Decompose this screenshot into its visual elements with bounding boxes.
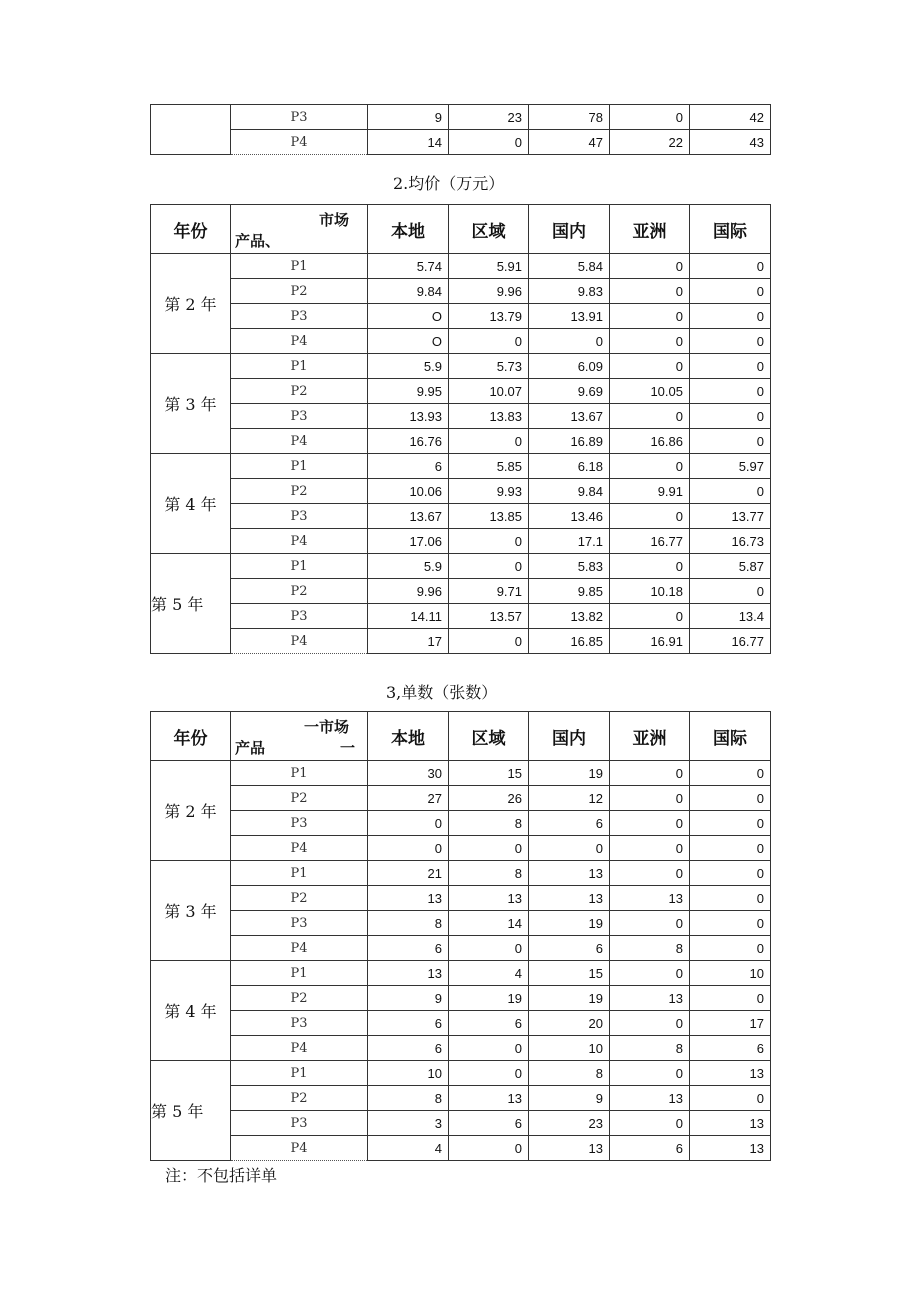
corner-header (231, 712, 368, 761)
value-cell: 0 (690, 329, 771, 354)
value-cell: 5.73 (449, 354, 529, 379)
value-cell: 5.97 (690, 454, 771, 479)
value-cell: 19 (529, 911, 610, 936)
value-cell: 20 (529, 1011, 610, 1036)
value-cell: 13 (368, 961, 449, 986)
value-cell: 43 (690, 130, 771, 155)
product-cell: P4 (231, 629, 368, 654)
value-cell: 13 (368, 886, 449, 911)
value-cell: 5.84 (529, 254, 610, 279)
value-cell: 9.71 (449, 579, 529, 604)
value-cell: 3 (368, 1111, 449, 1136)
value-cell: 8 (610, 936, 690, 961)
value-cell: 0 (610, 254, 690, 279)
value-cell: 0 (449, 529, 529, 554)
value-cell: 0 (610, 404, 690, 429)
value-cell: 23 (449, 105, 529, 130)
value-cell: 30 (368, 761, 449, 786)
value-cell: 21 (368, 861, 449, 886)
product-cell: P4 (231, 130, 368, 155)
value-cell: 15 (529, 961, 610, 986)
value-cell: 17.06 (368, 529, 449, 554)
product-cell: P2 (231, 1086, 368, 1111)
value-cell: 14 (449, 911, 529, 936)
value-cell: 5.83 (529, 554, 610, 579)
value-cell: 19 (529, 761, 610, 786)
value-cell: 26 (449, 786, 529, 811)
table-row (151, 529, 771, 554)
value-cell: 5.85 (449, 454, 529, 479)
table-row (151, 554, 771, 579)
product-cell: P1 (231, 454, 368, 479)
year-column-header: 年份 (151, 712, 231, 761)
value-cell: 6 (368, 1011, 449, 1036)
value-cell: 5.9 (368, 354, 449, 379)
value-cell: 13.77 (690, 504, 771, 529)
value-cell: 0 (449, 1036, 529, 1061)
value-cell: 10.18 (610, 579, 690, 604)
table-row (151, 786, 771, 811)
value-cell: 0 (610, 911, 690, 936)
value-cell: 17 (690, 1011, 771, 1036)
table-row (151, 105, 771, 130)
value-cell: 0 (690, 254, 771, 279)
table-row (151, 986, 771, 1011)
value-cell: 0 (610, 354, 690, 379)
value-cell: 0 (368, 836, 449, 861)
value-cell: 10.05 (610, 379, 690, 404)
value-cell: 9 (368, 986, 449, 1011)
product-cell: P4 (231, 429, 368, 454)
value-cell: 17 (368, 629, 449, 654)
value-cell: 13.79 (449, 304, 529, 329)
table-row (151, 836, 771, 861)
product-cell: P1 (231, 254, 368, 279)
value-cell: 13 (610, 986, 690, 1011)
value-cell: 9 (368, 105, 449, 130)
value-cell: 15 (449, 761, 529, 786)
value-cell: 8 (368, 911, 449, 936)
value-cell: 6 (449, 1011, 529, 1036)
value-cell: 0 (449, 936, 529, 961)
table-row (151, 304, 771, 329)
value-cell: 13.67 (368, 504, 449, 529)
value-cell: 8 (529, 1061, 610, 1086)
corner-dash: 一 (339, 739, 355, 757)
product-cell: P2 (231, 786, 368, 811)
value-cell: 0 (610, 861, 690, 886)
value-cell: 9.96 (449, 279, 529, 304)
table-row (151, 604, 771, 629)
market-header: 国内 (529, 712, 610, 761)
value-cell: 0 (690, 861, 771, 886)
table-row (151, 479, 771, 504)
value-cell: 0 (449, 554, 529, 579)
product-cell: P4 (231, 936, 368, 961)
product-cell: P3 (231, 105, 368, 130)
value-cell: O (368, 329, 449, 354)
table-row (151, 1061, 771, 1086)
value-cell: 0 (529, 836, 610, 861)
value-cell: 9.84 (529, 479, 610, 504)
value-cell: 13 (690, 1111, 771, 1136)
value-cell: 6 (529, 936, 610, 961)
value-cell: 9.93 (449, 479, 529, 504)
table-row (151, 379, 771, 404)
market-header: 区域 (449, 205, 529, 254)
market-header: 亚洲 (610, 205, 690, 254)
value-cell: 10 (690, 961, 771, 986)
product-cell: P4 (231, 1036, 368, 1061)
product-cell: P1 (231, 961, 368, 986)
section-3-title: 3,单数（张数） (386, 683, 498, 702)
value-cell: 13 (529, 1136, 610, 1161)
value-cell: 0 (610, 786, 690, 811)
value-cell: 9.84 (368, 279, 449, 304)
value-cell: 0 (690, 986, 771, 1011)
table-row (151, 130, 771, 155)
value-cell: 0 (690, 886, 771, 911)
value-cell: 10 (529, 1036, 610, 1061)
value-cell: 78 (529, 105, 610, 130)
value-cell: 0 (449, 429, 529, 454)
value-cell: 0 (610, 961, 690, 986)
value-cell: 9.91 (610, 479, 690, 504)
table-row (151, 1111, 771, 1136)
value-cell: 9.96 (368, 579, 449, 604)
product-cell: P3 (231, 1111, 368, 1136)
value-cell: 13 (449, 1086, 529, 1111)
value-cell: 0 (690, 811, 771, 836)
product-cell: P2 (231, 479, 368, 504)
header-row (151, 712, 771, 761)
corner-product-label: 产品 (235, 739, 266, 757)
value-cell: 19 (529, 986, 610, 1011)
section-2-title: 2.均价（万元） (393, 174, 505, 193)
product-cell: P3 (231, 304, 368, 329)
value-cell: 13.67 (529, 404, 610, 429)
year-cell: 第 2 年 (151, 761, 231, 861)
value-cell: 13 (690, 1136, 771, 1161)
corner-market-label: 一市场 (303, 718, 349, 736)
value-cell: 16.91 (610, 629, 690, 654)
value-cell: 16.73 (690, 529, 771, 554)
value-cell: 0 (690, 479, 771, 504)
footnote: 注：不包括详单 (165, 1166, 278, 1185)
value-cell: 0 (610, 279, 690, 304)
value-cell: 6 (368, 1036, 449, 1061)
table-row (151, 429, 771, 454)
value-cell: 9.95 (368, 379, 449, 404)
table-row (151, 886, 771, 911)
value-cell: 0 (610, 554, 690, 579)
value-cell: 13.4 (690, 604, 771, 629)
value-cell: 0 (610, 811, 690, 836)
value-cell: 0 (449, 1136, 529, 1161)
value-cell: 10.07 (449, 379, 529, 404)
value-cell: 13 (529, 861, 610, 886)
product-cell: P2 (231, 986, 368, 1011)
value-cell: 0 (610, 504, 690, 529)
value-cell: 14.11 (368, 604, 449, 629)
value-cell: 0 (529, 329, 610, 354)
order-count-table (150, 711, 771, 1161)
value-cell: 12 (529, 786, 610, 811)
value-cell: 6 (368, 936, 449, 961)
corner-product-label: 产品、 (235, 232, 281, 250)
value-cell: 0 (690, 936, 771, 961)
value-cell: 6 (449, 1111, 529, 1136)
continued-table (150, 104, 771, 155)
product-cell: P2 (231, 279, 368, 304)
average-price-table (150, 204, 771, 654)
value-cell: 13 (529, 886, 610, 911)
value-cell: 6 (610, 1136, 690, 1161)
value-cell: 16.77 (610, 529, 690, 554)
value-cell: 0 (690, 836, 771, 861)
product-cell: P4 (231, 836, 368, 861)
value-cell: 10.06 (368, 479, 449, 504)
table-row (151, 504, 771, 529)
value-cell: 5.9 (368, 554, 449, 579)
value-cell: 0 (449, 836, 529, 861)
value-cell: 13.57 (449, 604, 529, 629)
table-row (151, 961, 771, 986)
value-cell: 0 (610, 329, 690, 354)
value-cell: 6 (529, 811, 610, 836)
market-header: 本地 (368, 205, 449, 254)
value-cell: 8 (368, 1086, 449, 1111)
market-header: 国际 (690, 205, 771, 254)
value-cell: 0 (690, 579, 771, 604)
year-cell: 第 3 年 (151, 861, 231, 961)
value-cell: 6.09 (529, 354, 610, 379)
product-cell: P4 (231, 329, 368, 354)
value-cell: 0 (690, 379, 771, 404)
product-cell: P3 (231, 1011, 368, 1036)
year-cell (151, 105, 231, 155)
value-cell: 13.93 (368, 404, 449, 429)
value-cell: 0 (449, 629, 529, 654)
value-cell: O (368, 304, 449, 329)
value-cell: 0 (610, 836, 690, 861)
value-cell: 9 (529, 1086, 610, 1111)
product-cell: P3 (231, 911, 368, 936)
table-row (151, 354, 771, 379)
product-cell: P3 (231, 811, 368, 836)
value-cell: 0 (690, 761, 771, 786)
product-cell: P2 (231, 379, 368, 404)
product-cell: P1 (231, 761, 368, 786)
product-cell: P1 (231, 554, 368, 579)
year-column-header: 年份 (151, 205, 231, 254)
value-cell: 16.89 (529, 429, 610, 454)
value-cell: 0 (610, 761, 690, 786)
value-cell: 0 (610, 105, 690, 130)
value-cell: 0 (690, 1086, 771, 1111)
value-cell: 0 (690, 429, 771, 454)
value-cell: 0 (690, 304, 771, 329)
value-cell: 0 (610, 1111, 690, 1136)
corner-header (231, 205, 368, 254)
product-cell: P1 (231, 1061, 368, 1086)
value-cell: 10 (368, 1061, 449, 1086)
value-cell: 6.18 (529, 454, 610, 479)
market-header: 国际 (690, 712, 771, 761)
value-cell: 4 (449, 961, 529, 986)
value-cell: 6 (368, 454, 449, 479)
value-cell: 0 (449, 1061, 529, 1086)
value-cell: 9.69 (529, 379, 610, 404)
value-cell: 13 (610, 886, 690, 911)
value-cell: 9.83 (529, 279, 610, 304)
year-cell: 第 4 年 (151, 454, 231, 554)
value-cell: 0 (690, 354, 771, 379)
value-cell: 13 (610, 1086, 690, 1111)
value-cell: 17.1 (529, 529, 610, 554)
market-header: 国内 (529, 205, 610, 254)
value-cell: 0 (690, 911, 771, 936)
value-cell: 8 (449, 811, 529, 836)
product-cell: P3 (231, 404, 368, 429)
table-row (151, 861, 771, 886)
value-cell: 0 (368, 811, 449, 836)
table-row (151, 761, 771, 786)
value-cell: 0 (610, 1061, 690, 1086)
value-cell: 22 (610, 130, 690, 155)
year-cell: 第 3 年 (151, 354, 231, 454)
value-cell: 0 (690, 279, 771, 304)
table-row (151, 1136, 771, 1161)
table-row (151, 404, 771, 429)
table-row (151, 811, 771, 836)
year-cell: 第 4 年 (151, 961, 231, 1061)
value-cell: 4 (368, 1136, 449, 1161)
value-cell: 0 (610, 304, 690, 329)
value-cell: 0 (690, 404, 771, 429)
value-cell: 0 (610, 454, 690, 479)
table-row (151, 329, 771, 354)
table-row (151, 1036, 771, 1061)
product-cell: P2 (231, 886, 368, 911)
value-cell: 6 (690, 1036, 771, 1061)
product-cell: P3 (231, 504, 368, 529)
value-cell: 16.86 (610, 429, 690, 454)
table-row (151, 911, 771, 936)
market-header: 本地 (368, 712, 449, 761)
product-cell: P4 (231, 529, 368, 554)
value-cell: 16.77 (690, 629, 771, 654)
table-row (151, 579, 771, 604)
value-cell: 47 (529, 130, 610, 155)
value-cell: 0 (690, 786, 771, 811)
table-row (151, 1086, 771, 1111)
product-cell: P2 (231, 579, 368, 604)
value-cell: 9.85 (529, 579, 610, 604)
header-row (151, 205, 771, 254)
year-cell: 第 5 年 (151, 1061, 231, 1161)
value-cell: 5.87 (690, 554, 771, 579)
value-cell: 5.91 (449, 254, 529, 279)
value-cell: 27 (368, 786, 449, 811)
value-cell: 5.74 (368, 254, 449, 279)
value-cell: 13.83 (449, 404, 529, 429)
table-row (151, 279, 771, 304)
value-cell: 0 (449, 329, 529, 354)
value-cell: 13.46 (529, 504, 610, 529)
table-row (151, 254, 771, 279)
table-row (151, 1011, 771, 1036)
value-cell: 13 (449, 886, 529, 911)
table-row (151, 936, 771, 961)
value-cell: 8 (610, 1036, 690, 1061)
value-cell: 23 (529, 1111, 610, 1136)
value-cell: 16.76 (368, 429, 449, 454)
value-cell: 13.82 (529, 604, 610, 629)
value-cell: 13.85 (449, 504, 529, 529)
product-cell: P3 (231, 604, 368, 629)
corner-market-label: 市场 (318, 211, 349, 229)
value-cell: 16.85 (529, 629, 610, 654)
value-cell: 13 (690, 1061, 771, 1086)
year-cell: 第 2 年 (151, 254, 231, 354)
value-cell: 0 (449, 130, 529, 155)
market-header: 亚洲 (610, 712, 690, 761)
value-cell: 0 (610, 1011, 690, 1036)
value-cell: 19 (449, 986, 529, 1011)
product-cell: P4 (231, 1136, 368, 1161)
value-cell: 14 (368, 130, 449, 155)
value-cell: 8 (449, 861, 529, 886)
value-cell: 0 (610, 604, 690, 629)
year-cell: 第 5 年 (151, 554, 231, 654)
market-header: 区域 (449, 712, 529, 761)
value-cell: 13.91 (529, 304, 610, 329)
product-cell: P1 (231, 354, 368, 379)
table-row (151, 454, 771, 479)
product-cell: P1 (231, 861, 368, 886)
value-cell: 42 (690, 105, 771, 130)
table-row (151, 629, 771, 654)
